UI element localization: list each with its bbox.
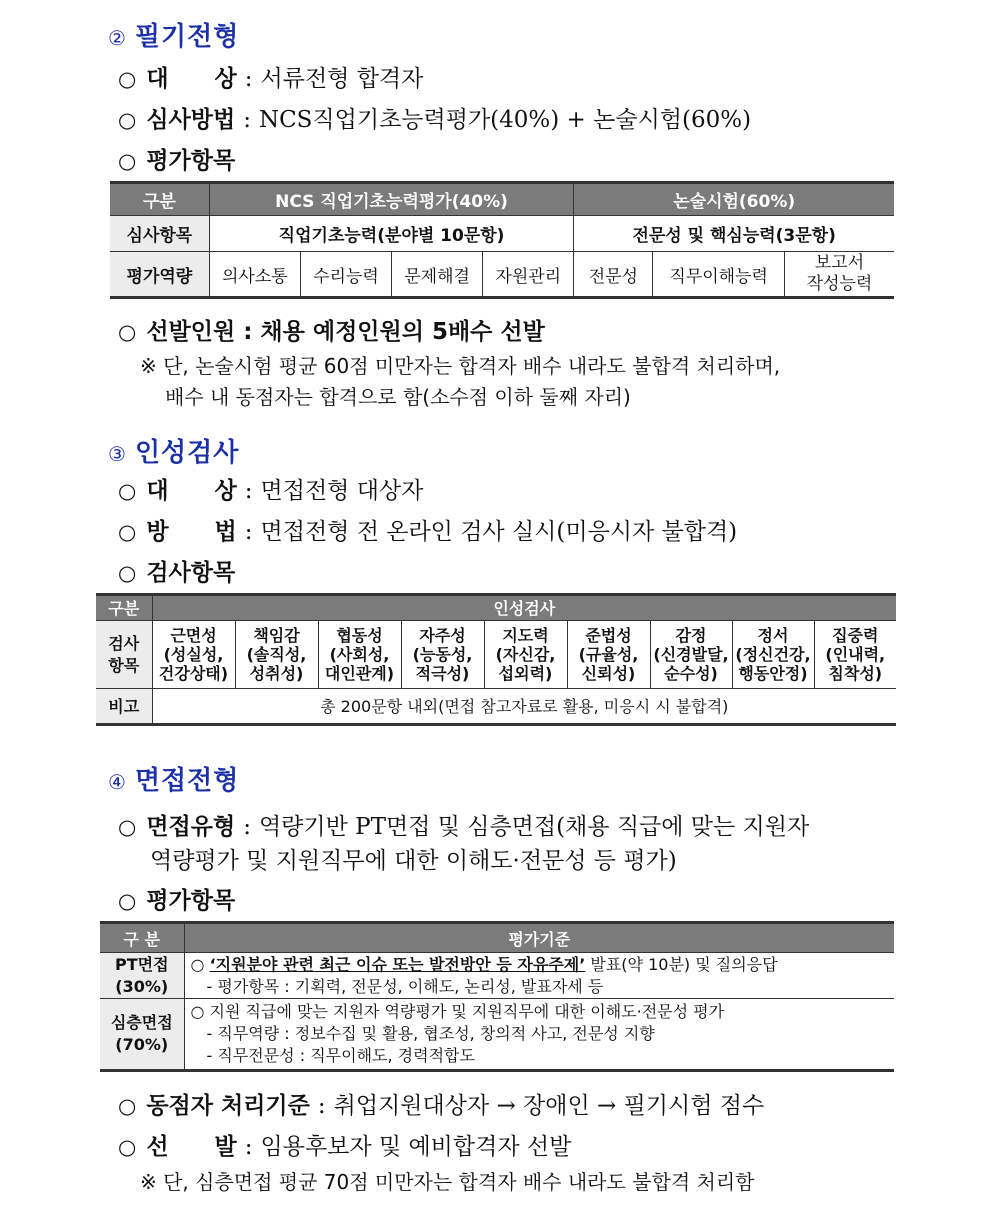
pt-criteria-line1 — [191, 954, 895, 976]
written-note-line2: 배수 내 동점자는 합격으로 함(소수점 이하 둘째 자리) — [165, 385, 631, 409]
trait-cell: 정서 (정신건강, 행동안정) — [732, 621, 814, 689]
selection-value: 임용후보자 및 예비합격자 선발 — [260, 1134, 572, 1160]
ncs-exam-items: 직업기초능력(분야별 10문항) — [209, 216, 574, 252]
type-value-line1: 역량기반 PT면접 및 심층면접(채용 직급에 맞는 지원자 — [258, 814, 810, 840]
items-label: 검사항목 — [146, 560, 236, 586]
row-label-test-items: 검사 항목 — [96, 621, 152, 689]
target-label: 대 상 — [146, 478, 237, 504]
circle-bullet-icon: ○ — [190, 954, 205, 974]
type-label: 면접유형 — [146, 814, 236, 840]
trait-cell: 책임감 (솔직성, 성취성) — [235, 621, 318, 689]
interview-selection-line: ○ 선 발 : 임용후보자 및 예비합격자 선발 — [118, 1134, 572, 1160]
interview-tie-line: ○ 동점자 처리기준 : 취업지원대상자 → 장애인 → 필기시험 점수 — [118, 1093, 765, 1119]
personality-method-line: ○ 방 법 : 면접전형 전 온라인 검사 실시(미응시자 불합격) — [118, 519, 738, 545]
section-number: ③ — [108, 442, 127, 466]
selection-label: 선 발 — [146, 1134, 237, 1160]
circle-bullet-icon: ○ — [118, 520, 137, 544]
interview-note: ※ 단, 심층면접 평균 70점 미만자는 합격자 배수 내라도 불합격 처리함 — [140, 1170, 755, 1194]
row-label-exam-items: 심사항목 — [110, 216, 209, 252]
deep-criteria-line2: - 직무역량 : 정보수집 및 활용, 협조성, 창의적 사고, 전문성 지향 — [206, 1024, 655, 1043]
table-header-essay: 논술시험(60%) — [574, 183, 894, 216]
table-header-category: 구 분 — [100, 923, 184, 953]
section-title-personality — [108, 432, 239, 469]
items-label: 평가항목 — [146, 148, 236, 174]
personality-target-line: ○ 대 상 : 면접전형 대상자 — [118, 478, 424, 504]
tie-label: 동점자 처리기준 — [146, 1093, 310, 1119]
interview-table — [100, 921, 894, 1072]
trait-cell: 협동성 (사회성, 대인관계) — [318, 621, 401, 689]
competency-cell: 문제해결 — [392, 252, 483, 298]
section-title-text: 인성검사 — [134, 438, 240, 468]
tie-value: 취업지원대상자 → 장애인 → 필기시험 점수 — [333, 1093, 765, 1119]
circle-bullet-icon: ○ — [118, 479, 137, 503]
circle-bullet-icon: ○ — [118, 561, 137, 585]
personality-items-line — [118, 554, 235, 587]
circle-bullet-icon: ○ — [118, 149, 137, 173]
selection-value: 채용 예정인원의 5배수 선발 — [260, 319, 545, 345]
circle-bullet-icon: ○ — [118, 320, 137, 344]
section-number: ④ — [108, 770, 127, 794]
circle-bullet-icon: ○ — [118, 889, 137, 913]
competency-cell: 전문성 — [574, 252, 653, 298]
interview-items-line — [118, 882, 235, 915]
remark-cell: 총 200문항 내외(면접 참고자료로 활용, 미응시 시 불합격) — [320, 696, 729, 716]
written-selection-line: ○ 선발인원 : 채용 예정인원의 5배수 선발 — [118, 319, 545, 345]
method-label: 심사방법 — [146, 107, 236, 133]
pt-detail: 발표(약 10분) 및 질의응답 — [585, 954, 778, 974]
table-header-category: 구분 — [96, 595, 152, 621]
target-value: 서류전형 합격자 — [260, 66, 424, 92]
circle-bullet-icon: ○ — [118, 1135, 137, 1159]
section-title-written — [108, 16, 239, 53]
table-header-personality: 인성검사 — [152, 595, 896, 621]
row-label-competency: 평가역량 — [110, 252, 209, 298]
method-label: 방 법 — [146, 519, 237, 545]
trait-cell: 집중력 (인내력, 침착성) — [814, 621, 896, 689]
personality-table — [96, 593, 896, 726]
written-eval-table — [110, 181, 894, 299]
competency-cell: 자원관리 — [483, 252, 574, 298]
trait-cell: 감정 (신경발달, 순수성) — [650, 621, 732, 689]
target-value: 면접전형 대상자 — [260, 478, 424, 504]
trait-cell: 자주성 (능동성, 적극성) — [401, 621, 484, 689]
competency-cell: 보고서 작성능력 — [806, 253, 873, 294]
target-label: 대 상 — [146, 66, 237, 92]
type-value-line2: 역량평가 및 지원직무에 대한 이해도·전문성 등 평가) — [150, 848, 677, 874]
circle-bullet-icon: ○ — [118, 815, 137, 839]
deep-criteria — [184, 999, 894, 1071]
deep-criteria-line1: ○ 지원 직급에 맞는 지원자 역량평가 및 지원직무에 대한 이해도·전문성 평가 — [190, 1002, 725, 1021]
interview-type-line: ○ 면접유형 : 역량기반 PT면접 및 심층면접(채용 직급에 맞는 지원자 — [118, 814, 810, 840]
selection-label: 선발인원 — [146, 319, 236, 345]
method-value: 면접전형 전 온라인 검사 실시(미응시자 불합격) — [260, 519, 738, 545]
competency-cell: 수리능력 — [300, 252, 391, 298]
essay-exam-items: 전문성 및 핵심능력(3문항) — [574, 216, 894, 252]
written-target-line: ○ 대 상 : 서류전형 합격자 — [118, 66, 424, 92]
table-header-criteria: 평가기준 — [184, 923, 894, 953]
competency-cell: 의사소통 — [209, 252, 300, 298]
table-header-ncs: NCS 직업기초능력평가(40%) — [209, 183, 574, 216]
row-label-remark: 비고 — [96, 689, 152, 725]
written-items-line — [118, 142, 235, 175]
section-number: ② — [108, 26, 127, 50]
table-header-category: 구분 — [110, 183, 209, 216]
section-title-text: 면접전형 — [134, 766, 240, 796]
trait-cell: 준법성 (규율성, 신뢰성) — [567, 621, 650, 689]
section-title-interview — [108, 760, 239, 797]
competency-cell: 직무이해능력 — [653, 252, 785, 298]
items-label: 평가항목 — [146, 888, 236, 914]
row-label-pt: PT면접 (30%) — [100, 953, 184, 999]
circle-bullet-icon: ○ — [118, 108, 137, 132]
written-method-line: ○ 심사방법 : NCS직업기초능력평가(40%) + 논술시험(60%) — [118, 107, 752, 133]
method-value: NCS직업기초능력평가(40%) + 논술시험(60%) — [258, 107, 752, 133]
circle-bullet-icon: ○ — [118, 1094, 137, 1118]
deep-criteria-line3: - 직무전문성 : 직무이해도, 경력적합도 — [206, 1046, 475, 1065]
section-title-text: 필기전형 — [134, 22, 240, 52]
circle-bullet-icon: ○ — [118, 67, 137, 91]
pt-topic: ‘지원분야 관련 최근 이슈 또는 발전방안 등 자유주제’ — [209, 954, 586, 974]
trait-cell: 지도력 (자신감, 섭외력) — [484, 621, 567, 689]
trait-cell: 근면성 (성실성, 건강상태) — [152, 621, 235, 689]
pt-criteria — [184, 953, 894, 999]
written-note-line1: ※ 단, 논술시험 평균 60점 미만자는 합격자 배수 내라도 불합격 처리하며, — [140, 354, 781, 378]
pt-criteria-line2: - 평가항목 : 기획력, 전문성, 이해도, 논리성, 발표자세 등 — [206, 976, 604, 996]
row-label-deep: 심층면접 (70%) — [100, 999, 184, 1071]
